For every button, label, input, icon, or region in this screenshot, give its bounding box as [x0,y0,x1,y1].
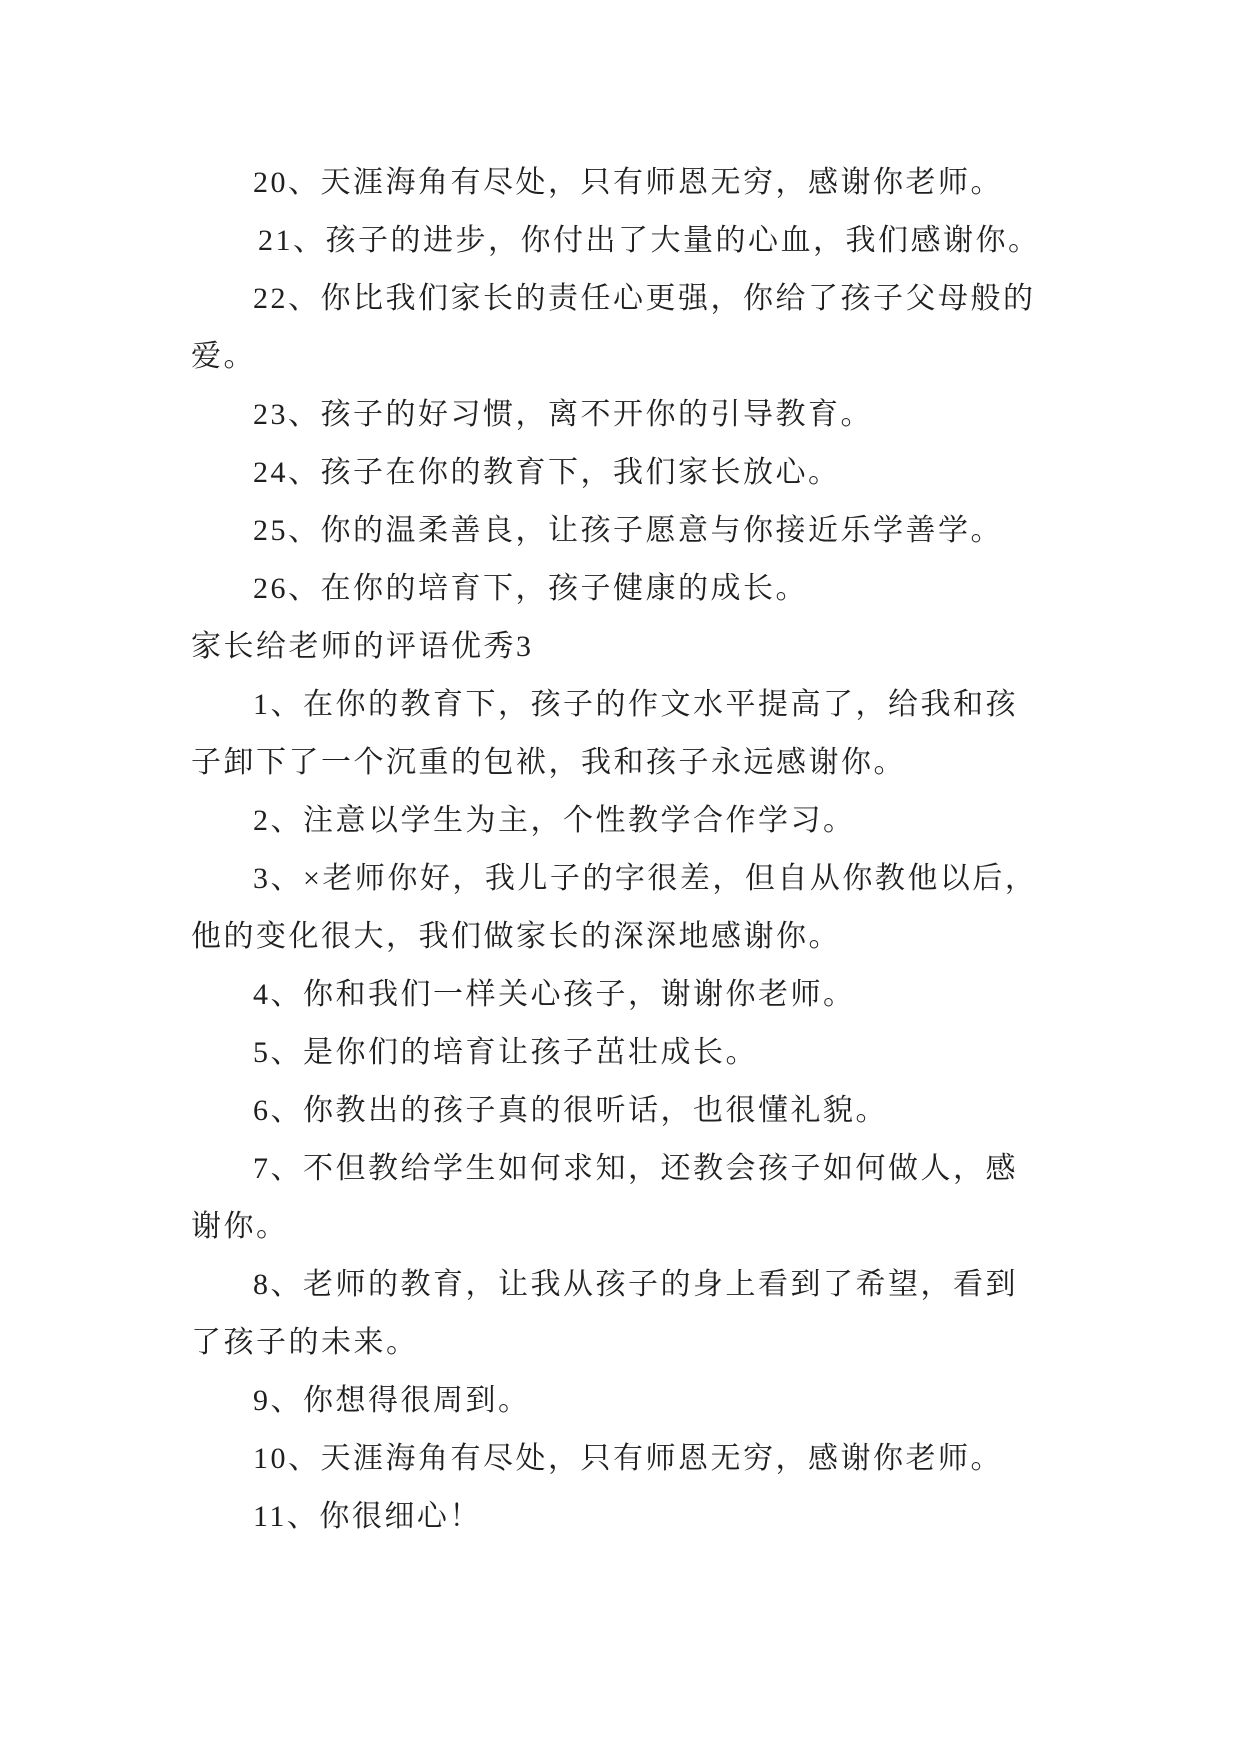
comment-text-line: 8、老师的教育，让我从孩子的身上看到了希望，看到 [253,1268,1018,1301]
comment-text-line: 子卸下了一个沉重的包袱，我和孩子永远感谢你。 [191,746,906,779]
comment-item-21 [191,212,1241,270]
comment-item-7 [191,1140,1241,1256]
comment-item-1 [191,676,1241,792]
comment-item-20 [191,154,1241,212]
comment-text-line: 1、在你的教育下，孩子的作文水平提高了，给我和孩 [253,688,1018,721]
comment-item-6 [191,1082,1241,1140]
comment-text-line: 11、你很细心！ [253,1500,482,1533]
comment-item-5 [191,1024,1241,1082]
comment-text-line: 2、注意以学生为主，个性教学合作学习。 [253,804,856,837]
comment-text-line: 7、不但教给学生如何求知，还教会孩子如何做人，感 [253,1152,1018,1185]
comment-item-23 [191,386,1241,444]
comment-item-2 [191,792,1241,850]
comment-text-line: 5、是你们的培育让孩子茁壮成长。 [253,1036,758,1069]
comment-text-line: 20、天涯海角有尽处，只有师恩无穷，感谢你老师。 [253,166,1003,199]
comment-item-4 [191,966,1241,1024]
comment-text-line: 4、你和我们一样关心孩子，谢谢你老师。 [253,978,856,1011]
comment-text-line: 10、天涯海角有尽处，只有师恩无穷，感谢你老师。 [253,1442,1003,1475]
comment-text-line: 23、孩子的好习惯，离不开你的引导教育。 [253,398,873,431]
comment-text-line: 他的变化很大，我们做家长的深深地感谢你。 [191,920,841,953]
comment-text-line: 3、×老师你好，我儿子的字很差，但自从你教他以后， [253,862,1038,895]
section-heading: 家长给老师的评语优秀3 [191,630,534,663]
comment-text-line: 6、你教出的孩子真的很听话，也很懂礼貌。 [253,1094,888,1127]
comment-item-10 [191,1430,1241,1488]
comment-item-26 [191,560,1241,618]
comment-item-3 [191,850,1241,966]
comment-text-line: 24、孩子在你的教育下，我们家长放心。 [253,456,841,489]
comment-text-line: 爱。 [191,340,256,373]
comment-text-line: 21、孩子的进步，你付出了大量的心血，我们感谢你。 [258,224,1041,257]
comment-item-25 [191,502,1241,560]
comment-item-24 [191,444,1241,502]
comment-text-line: 22、你比我们家长的责任心更强，你给了孩子父母般的 [253,282,1036,315]
comment-text-line: 了孩子的未来。 [191,1326,419,1359]
comment-item-9 [191,1372,1241,1430]
comment-text-line: 26、在你的培育下，孩子健康的成长。 [253,572,808,605]
comment-text-line: 谢你。 [191,1210,289,1243]
comment-item-22 [191,270,1241,386]
comment-text-line: 25、你的温柔善良，让孩子愿意与你接近乐学善学。 [253,514,1003,547]
comment-text-line: 9、你想得很周到。 [253,1384,531,1417]
comment-item-11 [191,1488,1241,1546]
comment-item-8 [191,1256,1241,1372]
